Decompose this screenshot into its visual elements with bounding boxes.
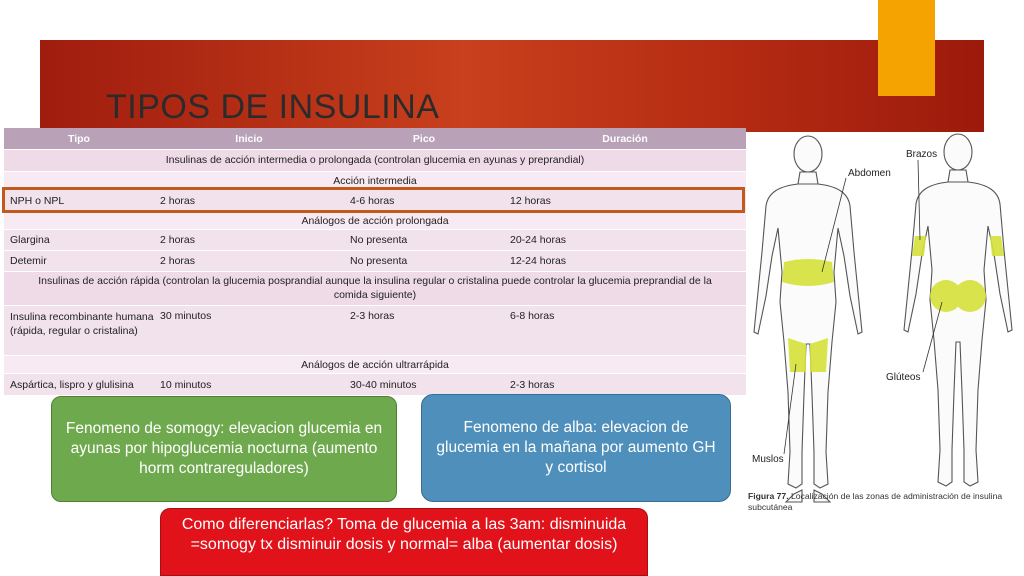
cell-pico: 4-6 horas [350,194,395,207]
header-tipo: Tipo [68,132,90,145]
table-row [4,374,746,396]
slide-title: TIPOS DE INSULINA [106,88,440,126]
table-header-row [4,128,746,150]
subsection-label: Análogos de acción prolongada [301,214,449,227]
section-label: Insulinas de acción rápida (controlan la glucemia posprandial aunque la insulina regular o cristalina puede controlar la glucemia preprandial de la comida siguiente) [38,275,712,301]
cell-duracion: 6-8 horas [510,310,555,322]
label-muslos: Muslos [752,454,784,465]
front-body [754,136,862,502]
accent-tab [878,0,935,96]
cell-tipo: Glargina [10,234,50,246]
label-abdomen: Abdomen [848,168,891,179]
caption-number: Figura 77. [748,491,789,501]
cell-inicio: 2 horas [160,194,196,207]
cell-duracion: 12 horas [510,194,551,207]
cell-pico: No presenta [350,255,408,267]
section-label: Insulinas de acción intermedia o prolongada (controlan glucemia en ayunas y preprandial) [165,153,585,166]
cell-tipo: Detemir [10,255,47,267]
alba-box: Fenomeno de alba: elevacion de glucemia en la mañana por aumento GH y cortisol [421,394,731,502]
table-row [4,306,746,356]
cell-duracion: 2-3 horas [510,378,555,391]
injection-sites-figure [748,132,1024,522]
cell-inicio: 10 minutos [160,378,212,391]
cell-tipo: NPH o NPL [10,194,65,207]
cell-tipo: Insulina recombinante humana (rápida, regular o cristalina) [10,311,154,338]
cell-pico: 2-3 horas [350,310,395,322]
insulin-table [4,128,746,396]
back-body [904,134,1012,486]
cell-inicio: 30 minutos [160,310,212,322]
cell-inicio: 2 horas [160,255,196,267]
section-row-intermediate [4,150,746,172]
table-row [4,251,746,272]
subsection-label: Acción intermedia [333,174,417,187]
somogy-box: Fenomeno de somogy: elevacion glucemia en ayunas por hipoglucemia nocturna (aumento horm contrareguladores) [51,396,397,502]
figure-caption [748,491,1022,512]
subsection-row [4,212,746,230]
cell-duracion: 12-24 horas [510,255,567,267]
nph-highlight-frame [2,187,745,213]
cell-pico: No presenta [350,234,408,246]
differentiate-box: Como diferenciarlas? Toma de glucemia a las 3am: disminuida =somogy tx disminuir dosis y normal= alba (aumentar dosis) [160,508,648,576]
subsection-row [4,356,746,374]
header-duracion: Duración [602,132,648,145]
cell-tipo: Aspártica, lispro y glulisina [10,378,134,391]
label-gluteos: Glúteos [886,372,921,383]
cell-pico: 30-40 minutos [350,378,417,391]
subsection-label: Análogos de acción ultrarrápida [301,358,449,371]
table-row [4,230,746,251]
section-row-rapid [4,272,746,306]
caption-text: Localización de las zonas de administración de insulina subcutánea [748,491,1003,512]
header-inicio: Inicio [235,132,263,145]
header-pico: Pico [412,132,436,145]
cell-inicio: 2 horas [160,234,196,246]
label-brazos: Brazos [906,149,938,160]
cell-duracion: 20-24 horas [510,234,567,246]
